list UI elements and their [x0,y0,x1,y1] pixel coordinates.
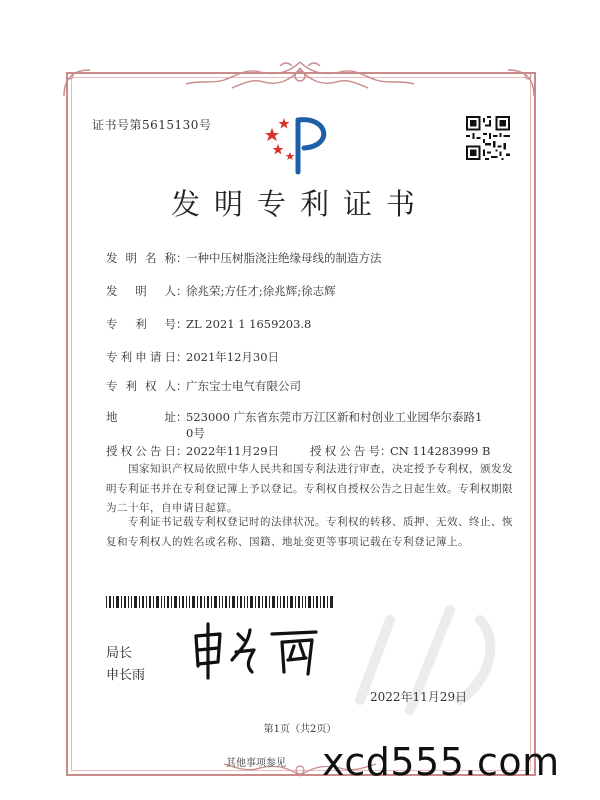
field-value: 2021年12月30日 [186,350,280,364]
site-watermark: xcd555.com [322,740,560,784]
field-patent-number: 专利号：ZL 2021 1 1659203.8 [106,317,312,331]
field-label: 地址 [106,410,176,424]
field-value: 一种中压树脂浇注绝缘母线的制造方法 [186,251,382,265]
field-label: 发明人 [106,284,176,298]
field-application-date: 专利申请日：2021年12月30日 [106,350,280,364]
field-label: 专利申请日 [106,350,176,364]
certificate-number: 证书号第5615130号 [92,118,212,132]
director-title: 局长 [106,646,133,661]
certificate-paragraph-notice: 专利证书记载专利权登记时的法律状况。专利权的转移、质押、无效、终止、恢复和专利权人的姓名或名称、国籍、地址变更等事项记载在专利登记簿上。 [106,516,513,548]
field-label: 授权公告日 [106,444,176,458]
top-ornament [180,58,420,92]
field-value: 2022年11月29日 [186,444,280,458]
corner-ornament-top-right [506,68,536,98]
signature-date: 2022年11月29日 [370,690,468,704]
patent-office-logo [258,108,338,176]
certificate-paragraph-grant: 国家知识产权局依照中华人民共和国专利法进行审查，决定授予专利权，颁发发明专利证书并在专利登记簿上予以登记。专利权自授权公告之日起生效。专利权期限为二十年，自申请日起算。 [106,463,513,514]
director-name: 申长雨 [106,668,146,683]
field-value: ZL 2021 1 1659203.8 [186,317,312,331]
page-indicator: 第1页（共2页） [263,724,337,735]
field-label: 专利号 [106,317,176,331]
field-value: 徐兆荣;方任才;徐兆辉;徐志辉 [186,284,336,298]
field-patentee: 专利权人：广东宝士电气有限公司 [106,379,301,393]
field-label: 发明名称 [106,251,176,265]
field-grant-date: 授权公告日：2022年11月29日 [106,444,280,458]
certificate-title: 发明专利证书 [170,187,429,221]
field-invention-name: 发明名称：一种中压树脂浇注绝缘母线的制造方法 [106,251,382,265]
field-label: 授权公告号 [310,444,380,458]
field-address: 地址：523000 广东省东莞市万江区新和村创业工业园华尔泰路1 [106,410,483,424]
field-grant-number: 授权公告号：CN 114283999 B [310,444,491,458]
field-address-continued [186,425,205,441]
barcode [106,596,334,608]
footer-note: 其他事项参见 [226,758,286,769]
field-value: 0号 [186,426,205,440]
field-label: 专利权人 [106,379,176,393]
field-value: 广东宝士电气有限公司 [186,379,301,393]
field-value: 523000 广东省东莞市万江区新和村创业工业园华尔泰路1 [186,410,483,424]
handwritten-signature [188,620,338,682]
corner-ornament-top-left [62,68,92,98]
field-value: CN 114283999 B [390,444,491,458]
field-inventors: 发明人：徐兆荣;方任才;徐兆辉;徐志辉 [106,284,336,298]
qr-code [466,116,510,160]
